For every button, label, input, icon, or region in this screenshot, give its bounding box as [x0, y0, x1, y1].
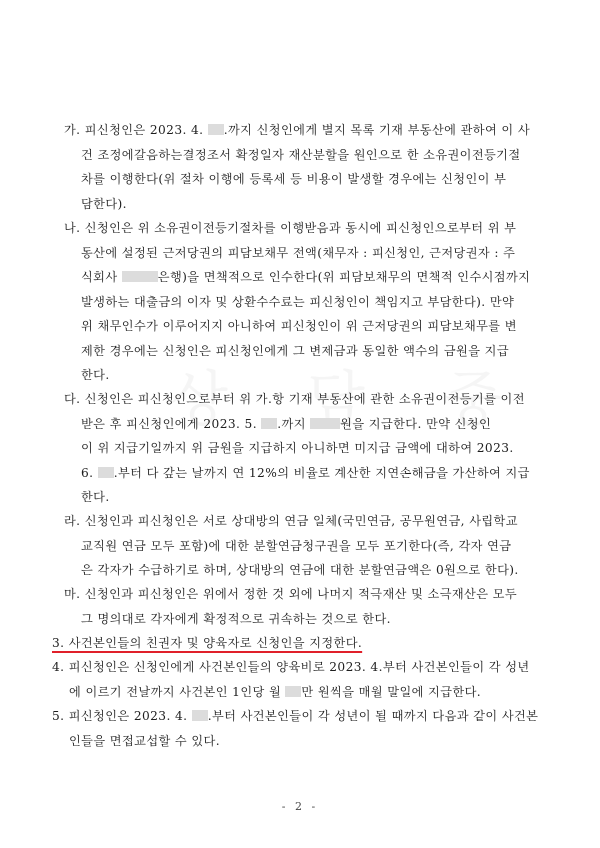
text-line: [52, 704, 564, 729]
text-segment: 은행)을 면책적으로 인수한다(위 피담보채무의 면책적 인수시점까지: [157, 270, 531, 284]
text-line: [64, 314, 564, 339]
text-segment: 가. 피신청인은 2023. 4.: [64, 123, 208, 137]
item-5-visitation: [52, 704, 564, 753]
text-line: [64, 363, 564, 388]
paragraph-da: [64, 387, 564, 510]
text-segment: 교직원 연금 모두 포함)에 대한 분할연금청구권을 모두 포기한다(즉, 각자 연금: [81, 538, 512, 553]
redaction-mark: [261, 418, 277, 429]
text-segment: 제한 경우에는 신청인은 피신청인에게 그 변제금과 동일한 액수의 금원을 지급: [81, 343, 510, 358]
text-line: [64, 241, 564, 266]
text-segment: 동산에 설정된 근저당권의 피담보채무 전액(채무자 : 피신청인, 근저당권자 : 주: [81, 245, 516, 260]
item-3-custody: [52, 631, 564, 656]
redaction-mark: [122, 271, 158, 282]
text-segment: .까지: [277, 416, 311, 431]
text-line: [64, 509, 564, 534]
text-line: [52, 655, 564, 680]
text-segment: 받은 후 피신청인에게 2023. 5.: [81, 416, 262, 431]
text-line: [64, 118, 564, 143]
text-segment: 담한다).: [81, 196, 127, 211]
page-number: - 2 -: [281, 800, 319, 813]
redaction-mark: [208, 124, 224, 135]
item-4-child-support: [52, 655, 564, 704]
text-line: [64, 290, 564, 315]
paragraph-ga: [64, 118, 564, 216]
text-line: [52, 729, 564, 754]
redaction-mark: [310, 418, 340, 429]
text-line: [64, 192, 564, 217]
text-segment: 인들을 면접교섭할 수 있다.: [69, 733, 221, 748]
paragraph-na: [64, 216, 564, 388]
text-line: [64, 167, 564, 192]
text-segment: 에 이르기 전날까지 사건본인 1인당 월: [69, 684, 286, 699]
text-segment: 다. 신청인은 피신청인으로부터 위 가.항 기재 부동산에 관한 소유권이전등기를 이전: [64, 392, 525, 406]
text-line: [64, 558, 564, 583]
text-line: [64, 461, 564, 486]
text-segment: 6.: [81, 465, 98, 480]
text-segment: 마. 신청인과 피신청인은 위에서 정한 것 외에 나머지 적극재산 및 소극재산은 모두: [64, 587, 518, 601]
text-segment: .까지 신청인에게 별지 목록 기재 부동산에 관하여 이 사: [223, 123, 531, 137]
text-segment: 3. 사건본인들의 친권자 및 양육자로 신청인을 지정한다.: [52, 636, 363, 650]
redaction-mark: [285, 686, 301, 697]
text-line: [64, 265, 564, 290]
text-segment: 차를 이행한다(위 절차 이행에 등록세 등 비용이 발생할 경우에는 신청인이 부: [81, 172, 507, 186]
text-segment: 건 조정에갈음하는결정조서 확정일자 재산분할을 원인으로 한 소유권이전등기절: [81, 147, 521, 162]
text-line: [64, 485, 564, 510]
text-segment: 5. 피신청인은 2023. 4.: [52, 709, 192, 723]
text-line: [64, 216, 564, 241]
redaction-mark: [98, 467, 114, 478]
text-line: [64, 582, 564, 607]
text-line: [64, 436, 564, 461]
text-segment: 이 위 지급기일까지 위 금원을 지급하지 아니하면 미지급 금액에 대하여 2023.: [81, 441, 514, 455]
text-line: [52, 631, 564, 656]
paragraph-ma: [64, 582, 564, 631]
text-segment: 한다.: [81, 368, 110, 382]
text-segment: 원을 지급한다. 만약 신청인: [340, 416, 492, 431]
text-line: [64, 339, 564, 364]
text-segment: 만 원씩을 매월 말일에 지급한다.: [301, 684, 482, 699]
text-segment: 라. 신청인과 피신청인은 서로 상대방의 연금 일체(국민연금, 공무원연금, 사립학교: [64, 514, 518, 528]
paragraph-ra: [64, 509, 564, 583]
text-line: [64, 534, 564, 559]
text-segment: 위 채무인수가 이루어지지 아니하여 피신청인이 위 근저당권의 피담보채무를 변: [81, 319, 517, 333]
text-segment: .부터 다 갚는 날까지 연 12%의 비율로 계산한 지연손해금을 가산하여 지급: [113, 465, 530, 480]
text-line: [64, 143, 564, 168]
text-segment: 식회사: [81, 270, 122, 284]
text-segment: 은 각자가 수급하기로 하며, 상대방의 연금에 대한 분할연금액은 0원으로 한다).: [81, 563, 519, 577]
text-line: [52, 680, 564, 705]
text-segment: 나. 신청인은 위 소유권이전등기절차를 이행받음과 동시에 피신청인으로부터 위 부: [64, 221, 517, 235]
text-segment: 발생하는 대출금의 이자 및 상환수수료는 피신청인이 책임지고 부담한다). 만약: [81, 294, 515, 309]
text-segment: .부터 사건본인들이 각 성년이 될 때까지 다음과 같이 사건본: [207, 709, 539, 723]
text-line: [64, 412, 564, 437]
text-segment: 4. 피신청인은 신청인에게 사건본인들의 양육비로 2023. 4.부터 사건본인들이 각 성년: [52, 660, 530, 674]
text-segment: 그 명의대로 각자에게 확정적으로 귀속하는 것으로 한다.: [81, 611, 391, 626]
redaction-mark: [192, 710, 208, 721]
text-line: [64, 607, 564, 632]
text-line: [64, 387, 564, 412]
text-segment: 한다.: [81, 490, 110, 504]
